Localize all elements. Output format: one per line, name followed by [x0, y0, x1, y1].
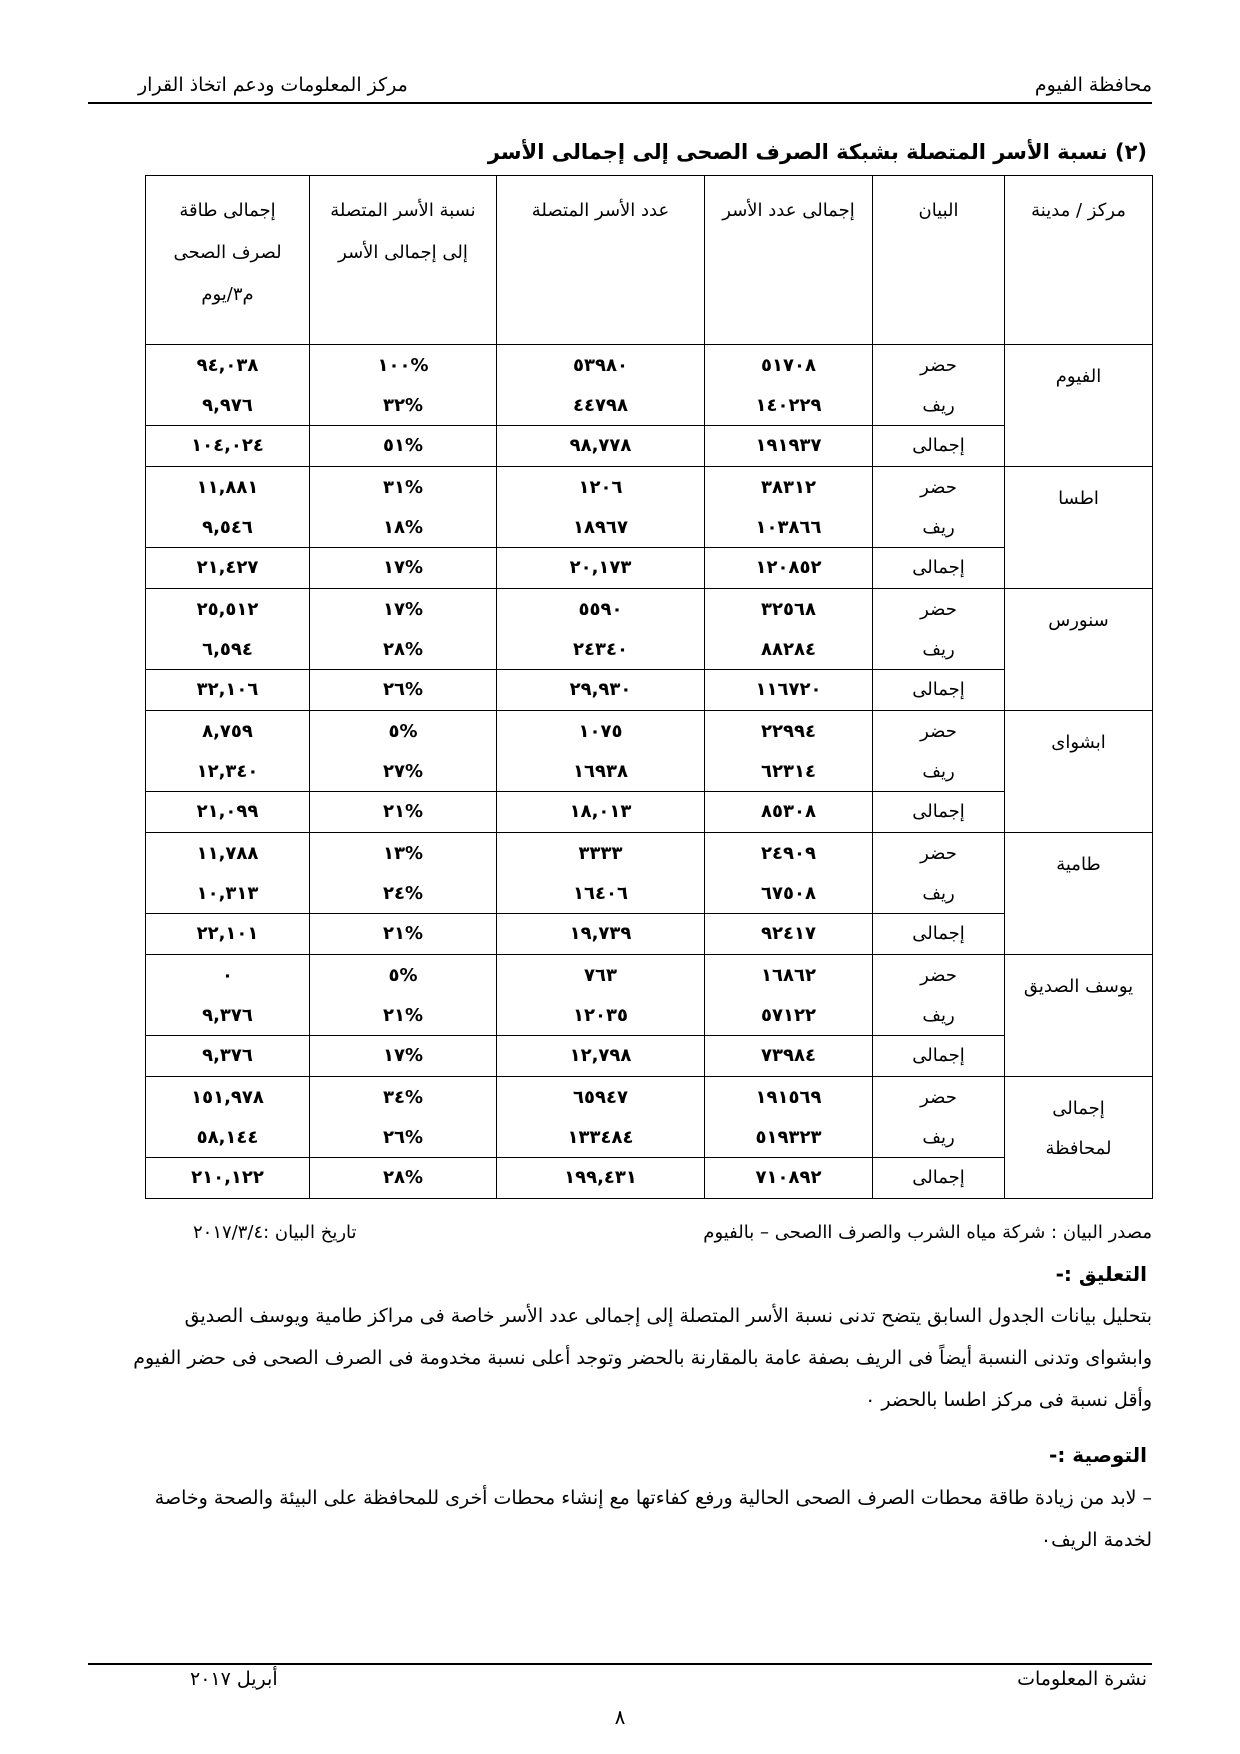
statement-cell: [873, 1077, 1005, 1158]
connected-cell: [497, 589, 705, 670]
total-cell: [705, 711, 873, 792]
statement-total: إجمالى: [873, 670, 1005, 711]
total-sum-value: ١٢٠٨٥٢: [705, 548, 873, 589]
ratio-sum-value: %٢١: [310, 792, 497, 833]
capacity-sum-value: ٩,٣٧٦: [146, 1036, 310, 1077]
table-row: [146, 1077, 1153, 1158]
recommendation-line: – لابد من زيادة طاقة محطات الصرف الصحى الحالية ورفع كفاءتها مع إنشاء محطات أخرى للمحافظة على البيئة والصحة وخاصة: [154, 1487, 1152, 1509]
table-row: [146, 345, 1153, 426]
statement-urban: حضر: [920, 355, 957, 376]
ratio-cell: [310, 1077, 497, 1158]
region-name: طامية: [1056, 854, 1101, 875]
statement-cell: [873, 833, 1005, 914]
region-cell: [1005, 955, 1153, 1077]
ratio-cell: [310, 589, 497, 670]
statement-cell: [873, 589, 1005, 670]
total-cell: [705, 589, 873, 670]
region-cell: [1005, 589, 1153, 711]
capacity-rural-value: ٩,٥٤٦: [202, 517, 253, 538]
ratio-urban-value: %٥: [388, 721, 418, 742]
connected-cell: [497, 833, 705, 914]
page-header: [88, 70, 1152, 104]
table-title: (٢) نسبة الأسر المتصلة بشبكة الصرف الصحى إلى إجمالى الأسر: [487, 140, 1147, 164]
header-capacity-line3: م٣/يوم: [201, 284, 254, 305]
table-header-row: [146, 176, 1153, 345]
total-urban-value: ٣٢٥٦٨: [761, 599, 816, 620]
capacity-rural-value: ١٢,٣٤٠: [196, 761, 259, 782]
recommendation-heading: التوصية :-: [1049, 1443, 1147, 1467]
capacity-cell: [146, 1077, 310, 1158]
statement-total: إجمالى: [873, 426, 1005, 467]
statement-total: إجمالى: [873, 548, 1005, 589]
capacity-sum-value: ٣٢,١٠٦: [146, 670, 310, 711]
ratio-urban-value: %٣١: [382, 477, 424, 498]
total-rural-value: ٨٨٢٨٤: [761, 639, 816, 660]
total-rural-value: ٦٧٥٠٨: [761, 883, 816, 904]
connected-sum-value: ٢٩,٩٣٠: [497, 670, 705, 711]
connected-rural-value: ١٨٩٦٧: [573, 517, 628, 538]
capacity-urban-value: ١١,٨٨١: [196, 477, 259, 498]
capacity-cell: [146, 467, 310, 548]
table-row: [146, 833, 1153, 914]
header-region: مركز / مدينة: [1005, 176, 1153, 345]
statement-cell: [873, 467, 1005, 548]
header-governorate: محافظة الفيوم: [1034, 74, 1152, 96]
capacity-rural-value: ٩,٣٧٦: [202, 1005, 253, 1026]
total-urban-value: ٥١٧٠٨: [761, 355, 816, 376]
statement-rural: ريف: [922, 1127, 955, 1148]
connected-cell: [497, 345, 705, 426]
header-capacity: [146, 176, 310, 345]
statement-rural: ريف: [922, 517, 955, 538]
ratio-cell: [310, 711, 497, 792]
connected-sum-value: ١٢,٧٩٨: [497, 1036, 705, 1077]
statement-rural: ريف: [922, 761, 955, 782]
statement-rural: ريف: [922, 395, 955, 416]
connected-cell: [497, 1077, 705, 1158]
connected-rural-value: ٤٤٧٩٨: [573, 395, 628, 416]
footer-bulletin: نشرة المعلومات: [1017, 1668, 1147, 1690]
statement-total: إجمالى: [873, 792, 1005, 833]
total-urban-value: ٣٨٣١٢: [761, 477, 816, 498]
connected-urban-value: ٥٣٩٨٠: [573, 355, 628, 376]
data-date: تاريخ البيان :٢٠١٧/٣/٤: [193, 1222, 357, 1243]
total-sum-value: ٧١٠٨٩٢: [705, 1158, 873, 1199]
capacity-cell: [146, 589, 310, 670]
capacity-rural-value: ٦,٥٩٤: [202, 639, 253, 660]
total-rural-value: ١٠٣٨٦٦: [755, 517, 822, 538]
statement-cell: [873, 345, 1005, 426]
ratio-urban-value: %٥: [388, 965, 418, 986]
statement-total: إجمالى: [873, 1158, 1005, 1199]
header-statement: البيان: [873, 176, 1005, 345]
table-row: [146, 467, 1153, 548]
table-total-row: [146, 1158, 1153, 1199]
region-name: سنورس: [1048, 610, 1109, 631]
ratio-rural-value: %٢٨: [382, 639, 424, 660]
statement-urban: حضر: [920, 477, 957, 498]
ratio-urban-value: %١٣: [382, 843, 424, 864]
connected-sum-value: ١٨,٠١٣: [497, 792, 705, 833]
connected-sum-value: ٩٨,٧٧٨: [497, 426, 705, 467]
capacity-urban-value: ٠: [222, 965, 233, 986]
total-rural-value: ٦٢٣١٤: [761, 761, 816, 782]
ratio-sum-value: %١٧: [310, 1036, 497, 1077]
table-total-row: [146, 792, 1153, 833]
region-name: إجمالى: [1052, 1098, 1105, 1119]
capacity-cell: [146, 345, 310, 426]
statement-urban: حضر: [920, 1087, 957, 1108]
total-urban-value: ٢٢٩٩٤: [761, 721, 816, 742]
capacity-rural-value: ١٠,٣١٣: [196, 883, 259, 904]
comment-line: بتحليل بيانات الجدول السابق يتضح تدنى نسبة الأسر المتصلة إلى إجمالى عدد الأسر خاصة فى مراكز طامية ويوسف الصديق: [184, 1305, 1152, 1327]
connected-urban-value: ٣٣٣٣: [578, 843, 623, 864]
table-row: [146, 589, 1153, 670]
connected-cell: [497, 467, 705, 548]
statement-cell: [873, 711, 1005, 792]
connected-urban-value: ٥٥٩٠: [578, 599, 623, 620]
region-name: الفيوم: [1055, 366, 1102, 387]
total-rural-value: ١٤٠٢٢٩: [755, 395, 822, 416]
ratio-rural-value: %٣٢: [382, 395, 424, 416]
statement-urban: حضر: [920, 721, 957, 742]
table-total-row: [146, 1036, 1153, 1077]
capacity-cell: [146, 711, 310, 792]
ratio-urban-value: %١٧: [382, 599, 424, 620]
ratio-sum-value: %١٧: [310, 548, 497, 589]
table-total-row: [146, 426, 1153, 467]
total-cell: [705, 467, 873, 548]
connected-cell: [497, 955, 705, 1036]
ratio-urban-value: %١٠٠: [377, 355, 429, 376]
ratio-rural-value: %٢٤: [382, 883, 424, 904]
region-name: يوسف الصديق: [1023, 976, 1134, 997]
footer-date: أبريل ٢٠١٧: [190, 1668, 278, 1690]
connected-rural-value: ١٦٤٠٦: [573, 883, 628, 904]
table-total-row: [146, 914, 1153, 955]
statement-urban: حضر: [920, 965, 957, 986]
region-cell: [1005, 345, 1153, 467]
total-rural-value: ٥١٩٣٢٣: [755, 1127, 822, 1148]
capacity-sum-value: ١٠٤,٠٢٤: [146, 426, 310, 467]
table-row: [146, 711, 1153, 792]
ratio-cell: [310, 955, 497, 1036]
ratio-cell: [310, 833, 497, 914]
capacity-sum-value: ٢١,٠٩٩: [146, 792, 310, 833]
region-cell: [1005, 1077, 1153, 1199]
comment-paragraph: [88, 1295, 1152, 1421]
total-sum-value: ١١٦٧٢٠: [705, 670, 873, 711]
statement-rural: ريف: [922, 1005, 955, 1026]
total-sum-value: ١٩١٩٣٧: [705, 426, 873, 467]
comment-line: وابشواى وتدنى النسبة أيضاً فى الريف بصفة عامة بالمقارنة بالحضر وتوجد أعلى نسبة مخدومة فى الصرف الصحى فى حضر الفيوم: [133, 1347, 1152, 1369]
total-sum-value: ٧٣٩٨٤: [705, 1036, 873, 1077]
connected-urban-value: ١٠٧٥: [578, 721, 623, 742]
capacity-sum-value: ٢١,٤٢٧: [146, 548, 310, 589]
total-cell: [705, 1077, 873, 1158]
total-cell: [705, 955, 873, 1036]
capacity-urban-value: ١١,٧٨٨: [196, 843, 259, 864]
connected-rural-value: ١٣٣٤٨٤: [567, 1127, 634, 1148]
table-body: [146, 345, 1153, 1199]
table-row: [146, 955, 1153, 1036]
header-capacity-line1: إجمالى طاقة: [179, 200, 276, 221]
header-ratio: نسبة الأسر المتصلة إلى إجمالى الأسر: [310, 176, 497, 345]
total-urban-value: ٢٤٩٠٩: [761, 843, 816, 864]
data-source: مصدر البيان : شركة مياه الشرب والصرف االصحى – بالفيوم: [703, 1222, 1152, 1243]
ratio-urban-value: %٣٤: [382, 1087, 424, 1108]
ratio-sum-value: %٢١: [310, 914, 497, 955]
connected-urban-value: ١٢٠٦: [578, 477, 623, 498]
recommendation-line: لخدمة الريف٠: [1040, 1529, 1152, 1551]
connected-rural-value: ١٢٠٣٥: [573, 1005, 628, 1026]
header-capacity-line2: لصرف الصحى: [173, 242, 282, 263]
region-name: ابشواى: [1051, 732, 1106, 753]
total-sum-value: ٨٥٣٠٨: [705, 792, 873, 833]
footer-divider: [88, 1663, 1152, 1665]
total-sum-value: ٩٢٤١٧: [705, 914, 873, 955]
capacity-sum-value: ٢٢,١٠١: [146, 914, 310, 955]
ratio-rural-value: %٢٧: [382, 761, 424, 782]
statement-total: إجمالى: [873, 914, 1005, 955]
capacity-rural-value: ٥٨,١٤٤: [196, 1127, 259, 1148]
header-total-households: إجمالى عدد الأسر: [705, 176, 873, 345]
ratio-cell: [310, 345, 497, 426]
capacity-urban-value: ٨,٧٥٩: [202, 721, 253, 742]
statement-urban: حضر: [920, 843, 957, 864]
ratio-rural-value: %٢١: [382, 1005, 424, 1026]
recommendation-paragraph: [88, 1477, 1152, 1561]
region-cell: [1005, 833, 1153, 955]
total-cell: [705, 833, 873, 914]
capacity-sum-value: ٢١٠,١٢٢: [146, 1158, 310, 1199]
connected-cell: [497, 711, 705, 792]
total-urban-value: ١٩١٥٦٩: [755, 1087, 822, 1108]
table-total-row: [146, 670, 1153, 711]
total-urban-value: ١٦٨٦٢: [761, 965, 816, 986]
region-cell: [1005, 711, 1153, 833]
capacity-rural-value: ٩,٩٧٦: [202, 395, 253, 416]
region-cell: [1005, 467, 1153, 589]
statement-rural: ريف: [922, 883, 955, 904]
connected-rural-value: ٢٤٣٤٠: [573, 639, 628, 660]
capacity-cell: [146, 955, 310, 1036]
capacity-urban-value: ١٥١,٩٧٨: [191, 1087, 264, 1108]
total-rural-value: ٥٧١٢٢: [761, 1005, 816, 1026]
statement-cell: [873, 955, 1005, 1036]
capacity-cell: [146, 833, 310, 914]
header-connected: عدد الأسر المتصلة: [497, 176, 705, 345]
region-name: اطسا: [1058, 488, 1099, 509]
ratio-rural-value: %٢٦: [382, 1127, 424, 1148]
connected-rural-value: ١٦٩٣٨: [573, 761, 628, 782]
table-total-row: [146, 548, 1153, 589]
capacity-urban-value: ٢٥,٥١٢: [196, 599, 259, 620]
connected-sum-value: ١٩٩,٤٣١: [497, 1158, 705, 1199]
sewage-table: [145, 175, 1153, 1199]
comment-heading: التعليق :-: [1055, 1262, 1147, 1286]
statement-urban: حضر: [920, 599, 957, 620]
ratio-sum-value: %٢٦: [310, 670, 497, 711]
comment-line: وأقل نسبة فى مركز اطسا بالحضر ٠: [865, 1389, 1152, 1411]
total-cell: [705, 345, 873, 426]
ratio-rural-value: %١٨: [382, 517, 424, 538]
source-row: [145, 1222, 1152, 1250]
header-center: مركز المعلومات ودعم اتخاذ القرار: [138, 74, 408, 96]
statement-total: إجمالى: [873, 1036, 1005, 1077]
connected-urban-value: ٧٦٣: [584, 965, 617, 986]
statement-rural: ريف: [922, 639, 955, 660]
ratio-sum-value: %٢٨: [310, 1158, 497, 1199]
connected-sum-value: ٢٠,١٧٣: [497, 548, 705, 589]
connected-sum-value: ١٩,٧٣٩: [497, 914, 705, 955]
connected-urban-value: ٦٥٩٤٧: [573, 1087, 628, 1108]
region-name-line2: لمحافظة: [1045, 1138, 1112, 1159]
page-number: ٨: [614, 1705, 626, 1729]
ratio-cell: [310, 467, 497, 548]
ratio-sum-value: %٥١: [310, 426, 497, 467]
capacity-urban-value: ٩٤,٠٣٨: [196, 355, 259, 376]
